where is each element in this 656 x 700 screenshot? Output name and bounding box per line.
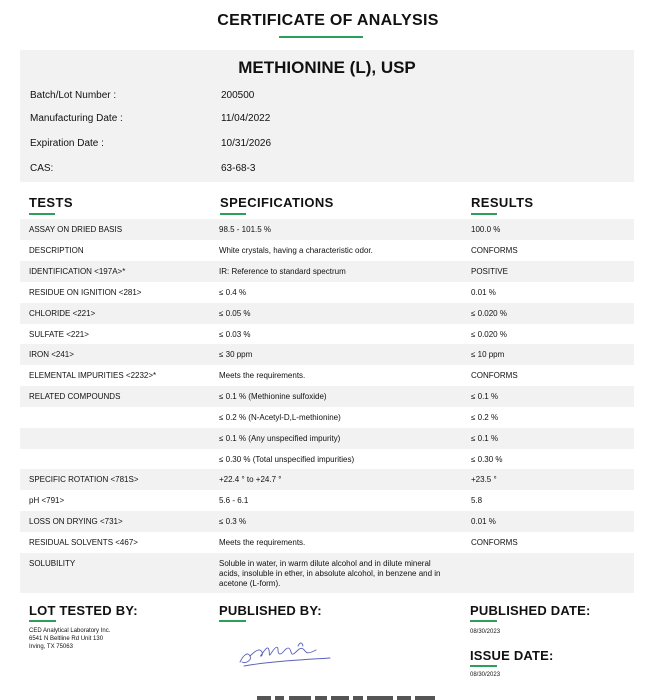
lot-tested-by-underline: [29, 620, 56, 622]
table-row: [20, 261, 634, 282]
test-specification: Meets the requirements.: [219, 371, 306, 380]
table-row: [20, 324, 634, 344]
table-row: [20, 282, 634, 303]
test-specification: 5.6 - 6.1: [219, 496, 249, 505]
test-name: SPECIFIC ROTATION <781S>: [29, 475, 139, 484]
specifications-header: SPECIFICATIONS: [220, 195, 334, 210]
table-row: [20, 386, 634, 407]
published-by-heading: PUBLISHED BY:: [219, 603, 322, 618]
document-title: CERTIFICATE OF ANALYSIS: [217, 12, 439, 29]
test-specification: Soluble in water, in warm dilute alcohol and in dilute mineral acids, insoluble in ether, in absolute alcohol, in benzene and in acetone (L-form).: [219, 559, 441, 588]
test-specification: ≤ 0.4 %: [219, 288, 247, 297]
test-specification: ≤ 0.03 %: [219, 330, 251, 339]
test-specification: ≤ 0.05 %: [219, 309, 251, 318]
test-name: SOLUBILITY: [29, 559, 76, 568]
table-row: [20, 407, 634, 428]
info-label: Expiration Date :: [30, 138, 104, 149]
test-name: pH <791>: [29, 496, 65, 505]
published-date-heading: PUBLISHED DATE:: [470, 603, 591, 618]
table-row: [20, 303, 634, 324]
cut-off-footer-text: [255, 693, 445, 700]
lab-address: [29, 627, 110, 651]
results-header: RESULTS: [471, 195, 534, 210]
test-name: IRON <241>: [29, 350, 74, 359]
lot-tested-by-heading: LOT TESTED BY:: [29, 603, 138, 618]
test-name: RESIDUE ON IGNITION <281>: [29, 288, 142, 297]
results-header-underline: [471, 213, 497, 215]
test-name: ELEMENTAL IMPURITIES <2232>*: [29, 371, 157, 380]
test-result: ≤ 0.30 %: [471, 455, 503, 464]
test-name: RESIDUAL SOLVENTS <467>: [29, 538, 138, 547]
table-row: [20, 511, 634, 532]
table-row: [20, 490, 634, 511]
table-row: [20, 365, 634, 386]
test-result: 0.01 %: [471, 288, 496, 297]
info-value: 63-68-3: [221, 163, 256, 174]
test-specification: 98.5 - 101.5 %: [219, 225, 272, 234]
test-specification: White crystals, having a characteristic odor.: [219, 246, 373, 255]
test-specification: +22.4 ° to +24.7 °: [219, 475, 282, 484]
test-result: ≤ 0.1 %: [471, 434, 499, 443]
published-by-underline: [219, 620, 246, 622]
lab-city: Irving, TX 75063: [29, 644, 73, 650]
test-name: SULFATE <221>: [29, 330, 89, 339]
issue-date-underline: [470, 665, 497, 667]
product-info-box: [20, 50, 634, 182]
issue-date-heading: ISSUE DATE:: [470, 648, 554, 663]
test-specification: Meets the requirements.: [219, 538, 306, 547]
test-result: 5.8: [471, 496, 483, 505]
info-value: 200500: [221, 90, 255, 101]
test-specification: ≤ 0.1 % (Any unspecified impurity): [219, 434, 341, 443]
product-name: METHIONINE (L), USP: [238, 58, 416, 77]
published-date-underline: [470, 620, 497, 622]
info-value: 10/31/2026: [221, 138, 272, 149]
table-row: [20, 532, 634, 553]
test-result: ≤ 0.2 %: [471, 413, 499, 422]
tests-header-underline: [29, 213, 55, 215]
test-result: 0.01 %: [471, 517, 496, 526]
test-result: CONFORMS: [471, 538, 518, 547]
test-result: ≤ 0.1 %: [471, 392, 499, 401]
test-specification: IR: Reference to standard spectrum: [219, 267, 346, 276]
test-specification: ≤ 30 ppm: [219, 350, 253, 359]
table-row: [20, 240, 634, 261]
table-row: [20, 219, 634, 240]
info-value: 11/04/2022: [221, 113, 271, 124]
test-result: CONFORMS: [471, 371, 518, 380]
info-row-batch: [20, 90, 634, 106]
published-date-value: 08/30/2023: [470, 629, 501, 635]
test-specification: ≤ 0.3 %: [219, 517, 247, 526]
test-specification: ≤ 0.30 % (Total unspecified impurities): [219, 455, 355, 464]
issue-date-value: 08/30/2023: [470, 672, 501, 678]
info-label: Batch/Lot Number :: [30, 90, 117, 101]
test-specification: ≤ 0.1 % (Methionine sulfoxide): [219, 392, 327, 401]
table-row: [20, 428, 634, 449]
test-specification: ≤ 0.2 % (N-Acetyl-D,L-methionine): [219, 413, 341, 422]
table-row: [20, 449, 634, 469]
test-result: ≤ 10 ppm: [471, 350, 505, 359]
specifications-header-underline: [220, 213, 246, 215]
test-name: IDENTIFICATION <197A>*: [29, 267, 126, 276]
test-result: CONFORMS: [471, 246, 518, 255]
info-row-expiration-date: [20, 138, 634, 154]
signature-image: [236, 640, 334, 670]
title-underline: [279, 36, 363, 38]
test-name: RELATED COMPOUNDS: [29, 392, 121, 401]
info-label: Manufacturing Date :: [30, 113, 123, 124]
test-name: ASSAY ON DRIED BASIS: [29, 225, 123, 234]
tests-header: TESTS: [29, 195, 73, 210]
test-name: LOSS ON DRYING <731>: [29, 517, 123, 526]
test-name: DESCRIPTION: [29, 246, 84, 255]
info-row-cas: [20, 163, 634, 179]
test-result: ≤ 0.020 %: [471, 330, 507, 339]
test-name: CHLORIDE <221>: [29, 309, 96, 318]
info-label: CAS:: [30, 163, 54, 174]
info-row-manufacturing-date: [20, 113, 634, 129]
test-result: ≤ 0.020 %: [471, 309, 507, 318]
test-result: 100.0 %: [471, 225, 501, 234]
table-row: [20, 344, 634, 365]
test-result: POSITIVE: [471, 267, 508, 276]
lab-street: 6541 N Beltline Rd Unit 130: [29, 636, 104, 642]
lab-name: CED Analytical Laboratory Inc.: [29, 628, 111, 634]
table-row: [20, 469, 634, 490]
test-result: +23.5 °: [471, 475, 497, 484]
table-row: [20, 553, 634, 593]
